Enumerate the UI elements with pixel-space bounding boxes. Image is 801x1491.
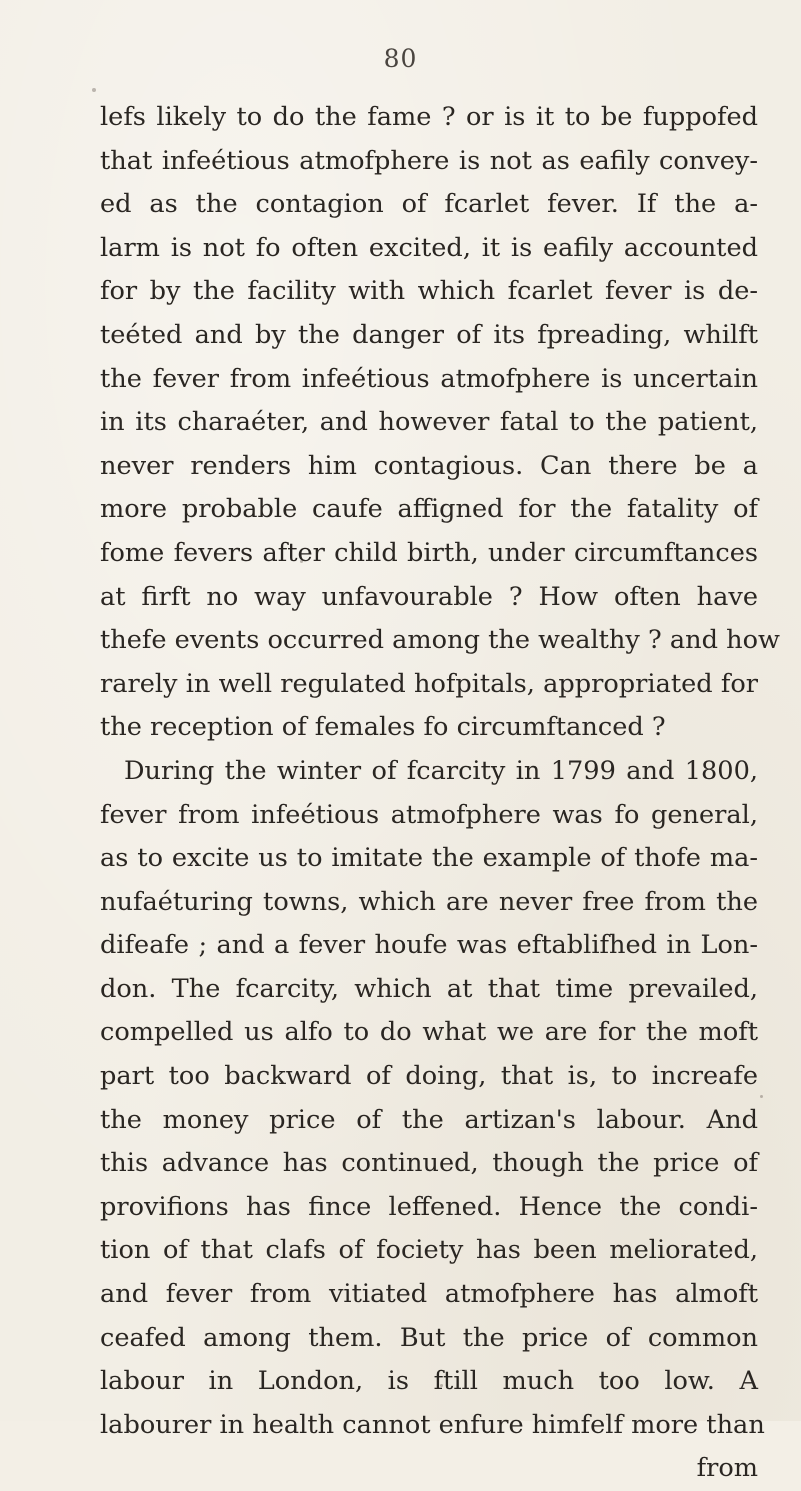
body-text	[100, 96, 780, 1491]
catchword: from	[696, 1453, 758, 1484]
text-line: compelled us alfo to do what we are for the moft	[100, 1017, 758, 1048]
text-line: teéted and by the danger of its fpreading, whilft	[100, 319, 758, 350]
text-line: that infeétious atmofphere is not as eafily convey-	[100, 145, 758, 176]
text-line: in its charaéter, and however fatal to the patient,	[100, 407, 758, 438]
text-line: the money price of the artizan's labour. And	[100, 1104, 758, 1135]
text-line: During the winter of fcarcity in 1799 and 1800,	[124, 755, 758, 786]
text-line: nufaéturing towns, which are never free from the	[100, 886, 758, 917]
page-number: 80	[383, 44, 418, 73]
text-line: larm is not fo often excited, it is eafily accounted	[100, 232, 758, 263]
text-line: the reception of females fo circumftanced ?	[100, 712, 666, 743]
text-line: tion of that clafs of fociety has been meliorated,	[100, 1235, 758, 1266]
text-line: labourer in health cannot enfure himfelf more than	[100, 1409, 765, 1440]
text-line: part too backward of doing, that is, to increafe	[100, 1061, 758, 1092]
text-line: as to excite us to imitate the example of thofe ma-	[100, 843, 758, 874]
text-line: rarely in well regulated hofpitals, appropriated for	[100, 668, 758, 699]
text-line: ceafed among them. But the price of common	[100, 1322, 758, 1353]
text-line: at firft no way unfavourable ? How often have	[100, 581, 758, 612]
text-line: the fever from infeétious atmofphere is uncertain	[100, 363, 758, 394]
text-line: labour in London, is ftill much too low. A	[100, 1366, 758, 1397]
paper-speck	[720, 296, 723, 299]
text-line: and fever from vitiated atmofphere has almoft	[100, 1279, 758, 1310]
text-line: never renders him contagious. Can there be a	[100, 450, 758, 481]
paper-speck	[300, 560, 303, 563]
text-line: difeafe ; and a fever houfe was eftablifhed in Lon-	[100, 930, 758, 961]
text-line: for by the facility with which fcarlet fever is de-	[100, 276, 758, 307]
paper-speck	[92, 88, 96, 92]
text-line: this advance has continued, though the price of	[100, 1148, 758, 1179]
text-line: lefs likely to do the fame ? or is it to be fuppofed	[100, 102, 758, 132]
paper-speck	[760, 1095, 763, 1098]
text-line: don. The fcarcity, which at that time prevailed,	[100, 973, 758, 1004]
text-line: fever from infeétious atmofphere was fo general,	[100, 799, 758, 830]
text-line: fome fevers after child birth, under circumftances	[100, 537, 758, 568]
text-line: ed as the contagion of fcarlet fever. If the a-	[100, 189, 758, 220]
text-line: thefe events occurred among the wealthy ? and how	[100, 625, 780, 656]
text-line: more probable caufe affigned for the fatality of	[100, 494, 758, 525]
text-line: provifions has fince leffened. Hence the condi-	[100, 1191, 758, 1222]
paper-speck	[440, 1384, 443, 1387]
